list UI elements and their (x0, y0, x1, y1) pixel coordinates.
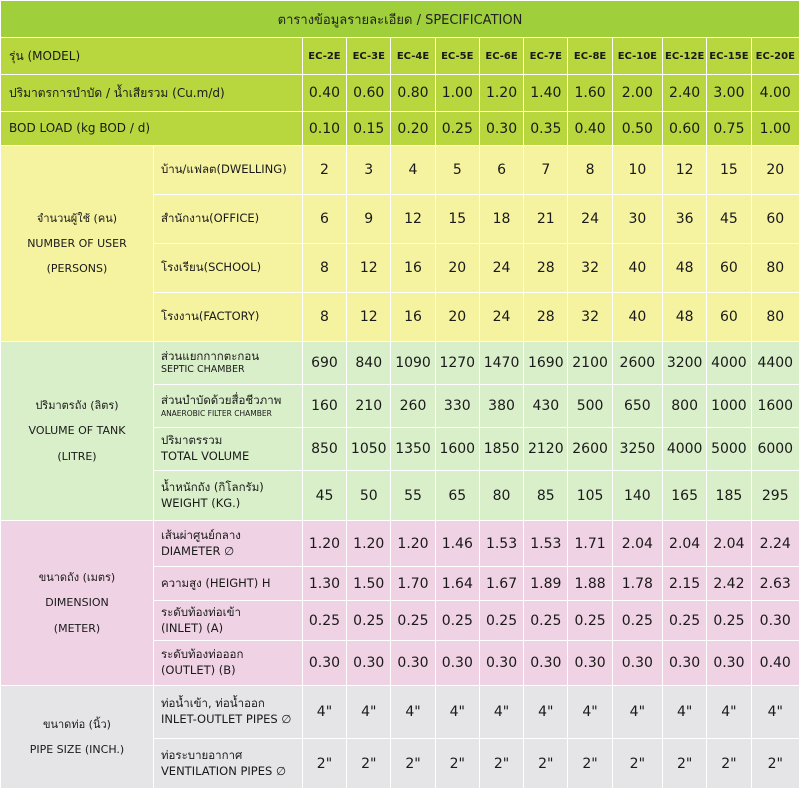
dimension-cell: 2.04 (663, 521, 707, 567)
dimension-cell: 2.63 (751, 567, 799, 601)
model-label: รุ่น (MODEL) (1, 38, 303, 75)
dimension-row-label (153, 641, 302, 686)
volume-row-septic (1, 342, 800, 385)
user-cell: 32 (568, 244, 612, 293)
volume-cell: 1850 (479, 428, 523, 471)
volume-cell: 840 (347, 342, 391, 385)
volume-cell: 1600 (435, 428, 479, 471)
user-cell: 48 (663, 293, 707, 342)
user-cell: 24 (479, 293, 523, 342)
volume-cell: 1470 (479, 342, 523, 385)
volume-cell: 3200 (663, 342, 707, 385)
user-cell: 30 (612, 195, 662, 244)
user-cell: 20 (751, 146, 799, 195)
dimension-cell: 0.25 (524, 601, 568, 641)
dimension-cell: 1.64 (435, 567, 479, 601)
dimension-cell: 0.30 (707, 641, 751, 686)
model-header: EC-4E (391, 38, 435, 75)
user-cell: 28 (524, 293, 568, 342)
pipe-cell: 4" (391, 686, 435, 739)
dimension-cell: 0.30 (435, 641, 479, 686)
flow-label: ปริมาตรการบำบัด / น้ำเสียรวม (Cu.m/d) (1, 75, 303, 112)
volume-cell: 850 (302, 428, 346, 471)
model-header: EC-3E (347, 38, 391, 75)
user-cell: 12 (663, 146, 707, 195)
volume-cell: 3250 (612, 428, 662, 471)
dimension-cell: 0.30 (568, 641, 612, 686)
dimension-cell: 2.04 (707, 521, 751, 567)
pipe-cell: 2" (391, 739, 435, 789)
dimension-cell: 1.30 (302, 567, 346, 601)
pipe-cell: 2" (524, 739, 568, 789)
pipe-cell: 2" (435, 739, 479, 789)
dimension-cell: 0.40 (751, 641, 799, 686)
dimension-cell: 1.70 (391, 567, 435, 601)
dimension-cell: 0.30 (663, 641, 707, 686)
pipe-label-en: VENTILATION PIPES ∅ (160, 763, 286, 778)
pipe-cell: 4" (568, 686, 612, 739)
user-cell: 6 (302, 195, 346, 244)
dimension-cell: 0.30 (612, 641, 662, 686)
volume-label-th: น้ำหนักถัง (กิโลกรัม) (160, 479, 264, 494)
user-cell: 80 (751, 293, 799, 342)
users-group-th: จำนวนผู้ใช้ (คน) (36, 211, 117, 225)
user-cell: 28 (524, 244, 568, 293)
model-header: EC-15E (707, 38, 751, 75)
volume-label-en: ANAEROBIC FILTER CHAMBER (160, 408, 272, 418)
dimension-label-th: ระดับท้องท่อออก (160, 647, 244, 662)
bod-cell: 0.25 (435, 112, 479, 146)
volume-cell: 260 (391, 385, 435, 428)
pipe-label-en: INLET-OUTLET PIPES ∅ (160, 712, 292, 726)
dimension-cell: 0.25 (707, 601, 751, 641)
model-header: EC-7E (524, 38, 568, 75)
user-cell: 32 (568, 293, 612, 342)
dimension-cell: 0.25 (612, 601, 662, 641)
user-row-label: บ้าน/แฟลต(DWELLING) (153, 146, 302, 195)
bod-cell: 0.75 (707, 112, 751, 146)
volume-group-en: VOLUME OF TANK (28, 424, 126, 438)
bod-row (1, 112, 800, 146)
volume-label-th: ส่วนแยกกากตะกอน (160, 348, 260, 363)
user-cell: 12 (347, 293, 391, 342)
volume-cell: 165 (663, 471, 707, 521)
model-header: EC-10E (612, 38, 662, 75)
dimension-cell: 1.53 (479, 521, 523, 567)
pipe-cell: 2" (663, 739, 707, 789)
user-cell: 3 (347, 146, 391, 195)
volume-group-unit: (LITRE) (57, 449, 97, 463)
volume-row-label (153, 342, 302, 385)
user-cell: 40 (612, 244, 662, 293)
dimension-cell: 1.53 (524, 521, 568, 567)
volume-cell: 4000 (663, 428, 707, 471)
volume-cell: 690 (302, 342, 346, 385)
pipe-cell: 2" (751, 739, 799, 789)
flow-cell: 2.00 (612, 75, 662, 112)
user-cell: 24 (479, 244, 523, 293)
pipe-group-label (1, 686, 154, 789)
volume-cell: 295 (751, 471, 799, 521)
flow-cell: 1.40 (524, 75, 568, 112)
volume-cell: 2120 (524, 428, 568, 471)
volume-cell: 85 (524, 471, 568, 521)
dimension-row-label (153, 601, 302, 641)
user-row-label: โรงเรียน(SCHOOL) (153, 244, 302, 293)
pipe-cell: 4" (302, 686, 346, 739)
pipe-row-inlet-outlet (1, 686, 800, 739)
flow-cell: 0.80 (391, 75, 435, 112)
volume-row-label (153, 428, 302, 471)
model-header: EC-8E (568, 38, 612, 75)
bod-cell: 0.50 (612, 112, 662, 146)
volume-label-th: ปริมาตรรวม (160, 433, 223, 448)
pipe-label-th: ท่อน้ำเข้า, ท่อน้ำออก (160, 696, 265, 711)
volume-cell: 1270 (435, 342, 479, 385)
dimension-cell: 1.20 (347, 521, 391, 567)
volume-cell: 1000 (707, 385, 751, 428)
pipe-cell: 4" (707, 686, 751, 739)
user-cell: 60 (751, 195, 799, 244)
volume-cell: 1350 (391, 428, 435, 471)
volume-label-en: WEIGHT (KG.) (160, 495, 241, 510)
flow-cell: 0.40 (302, 75, 346, 112)
bod-cell: 0.30 (479, 112, 523, 146)
dimension-label-en: (INLET) (A) (160, 620, 224, 635)
volume-cell: 210 (347, 385, 391, 428)
user-cell: 24 (568, 195, 612, 244)
pipe-cell: 4" (612, 686, 662, 739)
dimension-group-th: ขนาดถัง (เมตร) (38, 571, 116, 585)
dimension-cell: 0.30 (524, 641, 568, 686)
volume-cell: 1600 (751, 385, 799, 428)
flow-row (1, 75, 800, 112)
pipe-cell: 4" (663, 686, 707, 739)
user-cell: 12 (347, 244, 391, 293)
volume-cell: 140 (612, 471, 662, 521)
dimension-cell: 1.89 (524, 567, 568, 601)
volume-cell: 2100 (568, 342, 612, 385)
flow-cell: 2.40 (663, 75, 707, 112)
volume-cell: 55 (391, 471, 435, 521)
user-cell: 5 (435, 146, 479, 195)
volume-cell: 185 (707, 471, 751, 521)
pipe-cell: 2" (612, 739, 662, 789)
pipe-label-th: ท่อระบายอากาศ (160, 747, 243, 762)
user-cell: 15 (707, 146, 751, 195)
user-cell: 8 (568, 146, 612, 195)
pipe-cell: 2" (568, 739, 612, 789)
volume-cell: 4400 (751, 342, 799, 385)
volume-cell: 45 (302, 471, 346, 521)
pipe-cell: 4" (479, 686, 523, 739)
dimension-cell: 1.20 (302, 521, 346, 567)
dimension-cell: 0.25 (568, 601, 612, 641)
pipe-cell: 2" (302, 739, 346, 789)
pipe-cell: 4" (751, 686, 799, 739)
flow-cell: 1.00 (435, 75, 479, 112)
user-cell: 18 (479, 195, 523, 244)
flow-cell: 3.00 (707, 75, 751, 112)
dimension-label-en: (OUTLET) (B) (160, 663, 236, 677)
dimension-row-label: ความสูง (HEIGHT) H (153, 567, 302, 601)
flow-cell: 0.60 (347, 75, 391, 112)
bod-cell: 1.00 (751, 112, 799, 146)
user-cell: 40 (612, 293, 662, 342)
dimension-cell: 1.78 (612, 567, 662, 601)
dimension-cell: 0.30 (479, 641, 523, 686)
volume-cell: 330 (435, 385, 479, 428)
flow-cell: 4.00 (751, 75, 799, 112)
user-cell: 80 (751, 244, 799, 293)
volume-group-th: ปริมาตรถัง (ลิตร) (35, 399, 119, 413)
users-group-unit: (PERSONS) (46, 262, 108, 276)
volume-cell: 6000 (751, 428, 799, 471)
volume-row-label (153, 385, 302, 428)
flow-cell: 1.60 (568, 75, 612, 112)
volume-cell: 160 (302, 385, 346, 428)
volume-cell: 430 (524, 385, 568, 428)
pipe-cell: 4" (347, 686, 391, 739)
user-cell: 16 (391, 293, 435, 342)
pipe-cell: 2" (479, 739, 523, 789)
bod-cell: 0.20 (391, 112, 435, 146)
volume-cell: 80 (479, 471, 523, 521)
user-cell: 60 (707, 293, 751, 342)
user-cell: 60 (707, 244, 751, 293)
pipe-group-en: PIPE SIZE (INCH.) (29, 743, 125, 756)
pipe-cell: 4" (524, 686, 568, 739)
user-cell: 9 (347, 195, 391, 244)
dimension-cell: 0.25 (347, 601, 391, 641)
user-row-label: สำนักงาน(OFFICE) (153, 195, 302, 244)
user-cell: 4 (391, 146, 435, 195)
user-cell: 48 (663, 244, 707, 293)
dimension-cell: 2.42 (707, 567, 751, 601)
volume-cell: 105 (568, 471, 612, 521)
model-row (1, 38, 800, 75)
dimension-group-label (1, 521, 154, 686)
user-row-label: โรงงาน(FACTORY) (153, 293, 302, 342)
volume-cell: 5000 (707, 428, 751, 471)
bod-cell: 0.35 (524, 112, 568, 146)
user-cell: 2 (302, 146, 346, 195)
volume-label-th: ส่วนบำบัดด้วยสื่อชีวภาพ (160, 393, 282, 408)
pipe-row-label (153, 739, 302, 789)
volume-group-label (1, 342, 154, 521)
volume-cell: 800 (663, 385, 707, 428)
table-title: ตารางข้อมูลรายละเอียด / SPECIFICATION (1, 1, 800, 38)
user-cell: 45 (707, 195, 751, 244)
model-header: EC-5E (435, 38, 479, 75)
dimension-cell: 0.25 (391, 601, 435, 641)
dimension-row-diameter (1, 521, 800, 567)
dimension-label-th: ระดับท้องท่อเข้า (160, 604, 241, 619)
users-group-label (1, 146, 154, 342)
flow-cell: 1.20 (479, 75, 523, 112)
dimension-label-th: เส้นผ่าศูนย์กลาง (160, 527, 241, 542)
dimension-cell: 1.50 (347, 567, 391, 601)
dimension-cell: 1.46 (435, 521, 479, 567)
pipe-cell: 2" (347, 739, 391, 789)
volume-row-label (153, 471, 302, 521)
volume-cell: 2600 (612, 342, 662, 385)
user-cell: 36 (663, 195, 707, 244)
bod-cell: 0.10 (302, 112, 346, 146)
volume-cell: 1050 (347, 428, 391, 471)
user-cell: 21 (524, 195, 568, 244)
volume-cell: 65 (435, 471, 479, 521)
user-cell: 6 (479, 146, 523, 195)
dimension-cell: 0.25 (435, 601, 479, 641)
dimension-cell: 2.15 (663, 567, 707, 601)
bod-cell: 0.40 (568, 112, 612, 146)
model-header: EC-20E (751, 38, 799, 75)
volume-label-en: TOTAL VOLUME (160, 449, 250, 463)
user-cell: 8 (302, 293, 346, 342)
dimension-row-label (153, 521, 302, 567)
volume-cell: 4000 (707, 342, 751, 385)
volume-label-en: SEPTIC CHAMBER (160, 364, 245, 376)
dimension-cell: 1.71 (568, 521, 612, 567)
volume-cell: 1690 (524, 342, 568, 385)
bod-cell: 0.60 (663, 112, 707, 146)
dimension-cell: 0.25 (663, 601, 707, 641)
pipe-group-th: ขนาดท่อ (นิ้ว) (42, 717, 111, 731)
title-row (1, 1, 800, 38)
dimension-cell: 0.25 (479, 601, 523, 641)
bod-cell: 0.15 (347, 112, 391, 146)
dimension-cell: 0.25 (302, 601, 346, 641)
pipe-cell: 2" (707, 739, 751, 789)
pipe-row-label (153, 686, 302, 739)
user-cell: 8 (302, 244, 346, 293)
volume-cell: 50 (347, 471, 391, 521)
dimension-cell: 0.30 (302, 641, 346, 686)
user-cell: 20 (435, 244, 479, 293)
users-group-en: NUMBER OF USER (27, 236, 127, 250)
model-header: EC-2E (302, 38, 346, 75)
user-cell: 7 (524, 146, 568, 195)
dimension-cell: 1.88 (568, 567, 612, 601)
volume-cell: 1090 (391, 342, 435, 385)
user-row-dwelling (1, 146, 800, 195)
dimension-group-unit: (METER) (53, 621, 101, 635)
dimension-cell: 0.30 (347, 641, 391, 686)
dimension-cell: 0.30 (391, 641, 435, 686)
model-header: EC-12E (663, 38, 707, 75)
volume-cell: 2600 (568, 428, 612, 471)
user-cell: 20 (435, 293, 479, 342)
dimension-cell: 2.04 (612, 521, 662, 567)
dimension-cell: 2.24 (751, 521, 799, 567)
bod-label: BOD LOAD (kg BOD / d) (1, 112, 303, 146)
dimension-cell: 0.30 (751, 601, 799, 641)
dimension-group-en: DIMENSION (45, 596, 109, 610)
user-cell: 15 (435, 195, 479, 244)
model-header: EC-6E (479, 38, 523, 75)
dimension-cell: 1.67 (479, 567, 523, 601)
volume-cell: 650 (612, 385, 662, 428)
pipe-cell: 4" (435, 686, 479, 739)
user-cell: 16 (391, 244, 435, 293)
dimension-label-en: DIAMETER ∅ (160, 543, 235, 558)
user-cell: 10 (612, 146, 662, 195)
volume-cell: 380 (479, 385, 523, 428)
user-cell: 12 (391, 195, 435, 244)
volume-cell: 500 (568, 385, 612, 428)
dimension-cell: 1.20 (391, 521, 435, 567)
